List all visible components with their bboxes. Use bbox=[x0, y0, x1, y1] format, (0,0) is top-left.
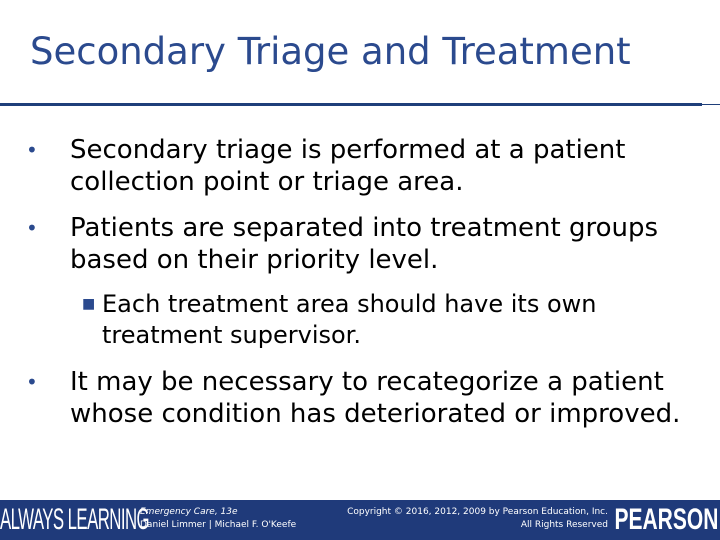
title-underline bbox=[0, 103, 702, 106]
copyright-text: Copyright © 2016, 2012, 2009 by Pearson Education, Inc. bbox=[347, 507, 608, 517]
footer-bar bbox=[0, 500, 720, 540]
copyright-notice bbox=[347, 506, 608, 532]
bullet-dot-icon: • bbox=[26, 370, 38, 394]
sub-bullet-item bbox=[82, 289, 682, 351]
book-title: Emergency Care, 13e bbox=[140, 507, 238, 517]
book-credit bbox=[140, 506, 296, 532]
always-learning-logo: ALWAYS LEARNING bbox=[0, 503, 150, 536]
bullet-dot-icon: • bbox=[26, 138, 38, 162]
rights-text: All Rights Reserved bbox=[520, 520, 608, 530]
bullet-item-2 bbox=[26, 212, 710, 276]
bullet-text: It may be necessary to recategorize a patient whose condition has deteriorated or improved. bbox=[70, 367, 681, 429]
book-authors: Daniel Limmer | Michael F. O'Keefe bbox=[140, 520, 297, 530]
title-underline-tail bbox=[702, 104, 720, 105]
bullet-item-1 bbox=[26, 134, 710, 198]
bullet-dot-icon: • bbox=[26, 216, 38, 240]
bullet-text: Patients are separated into treatment groups based on their priority level. bbox=[70, 213, 659, 275]
sub-bullet-text: Each treatment area should have its own treatment supervisor. bbox=[102, 290, 597, 349]
square-bullet-icon: ■ bbox=[82, 296, 96, 312]
bullet-text: Secondary triage is performed at a patient collection point or triage area. bbox=[70, 135, 626, 197]
slide-title: Secondary Triage and Treatment bbox=[30, 30, 631, 73]
bullet-item-3 bbox=[26, 366, 710, 430]
pearson-logo: PEARSON bbox=[614, 503, 718, 536]
